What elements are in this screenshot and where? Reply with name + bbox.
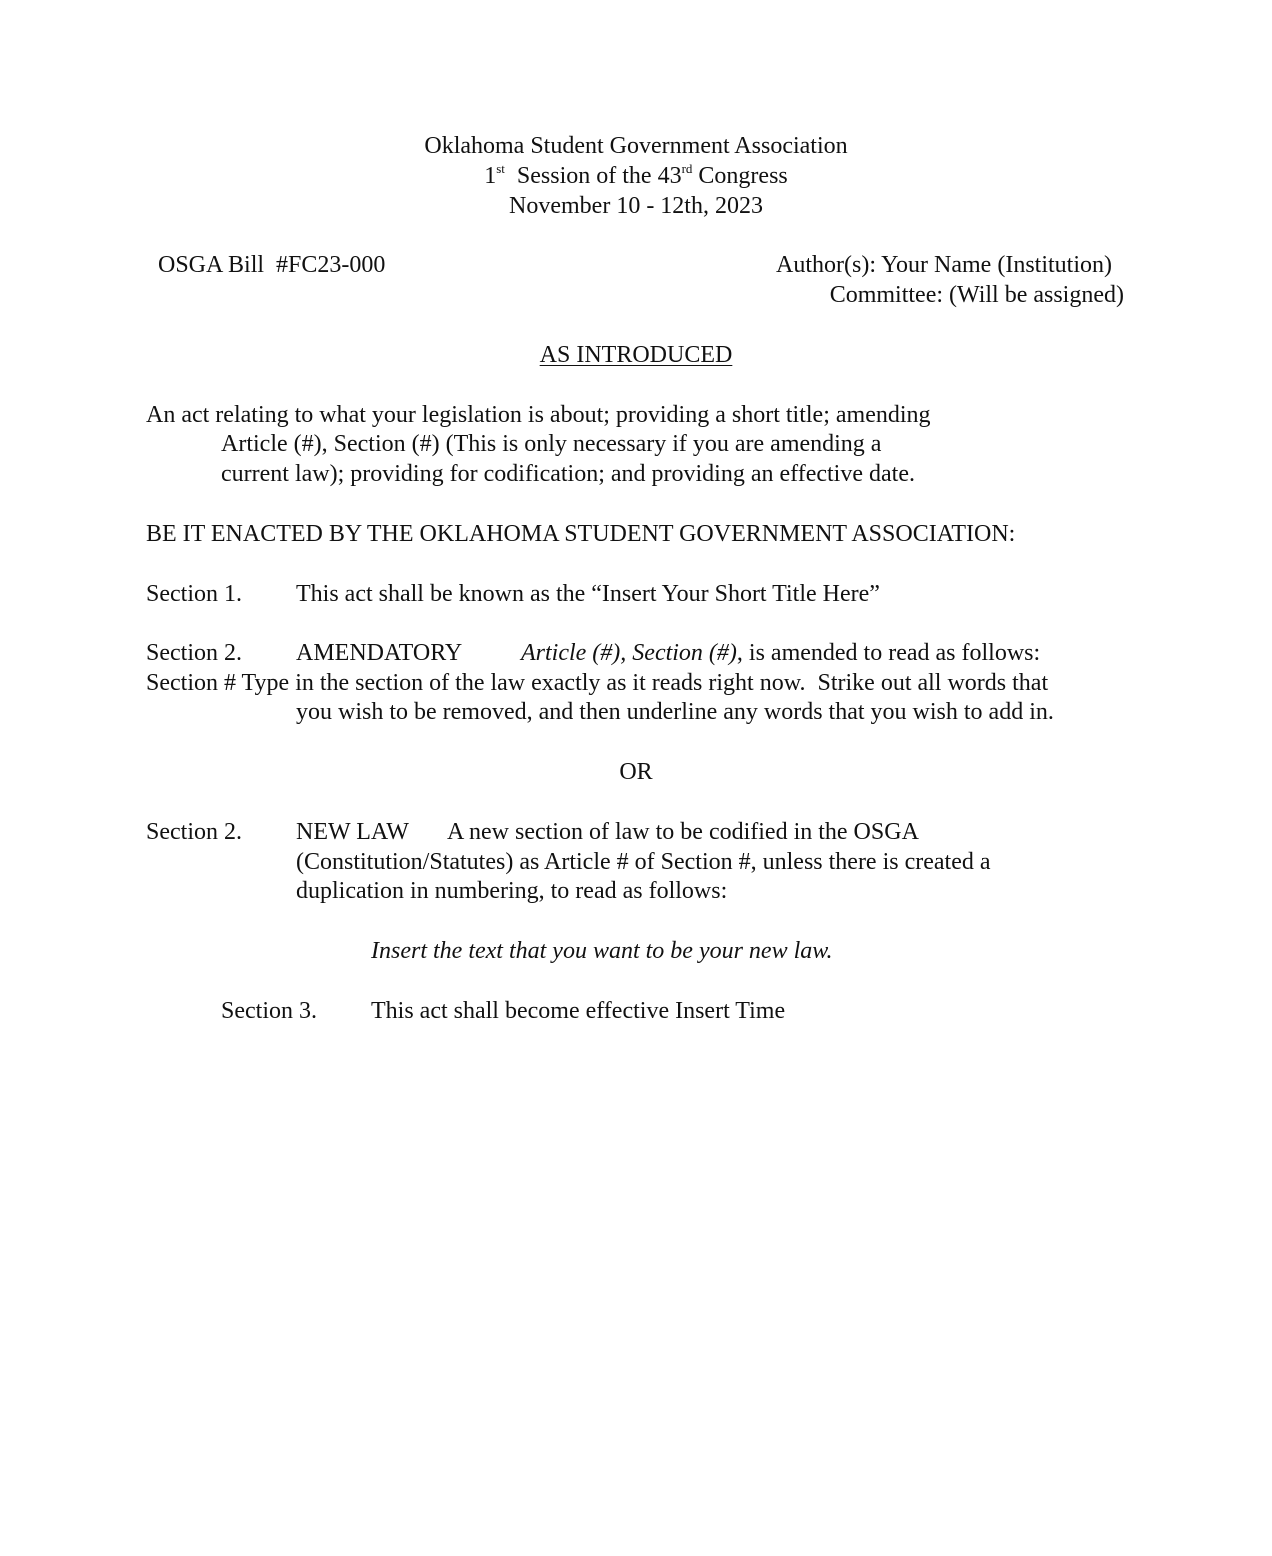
section-2a-kind: AMENDATORY xyxy=(296,640,463,666)
section-1-text: This act shall be known as the “Insert Your Short Title Here” xyxy=(296,581,880,607)
section-1-label: Section 1. xyxy=(146,581,242,607)
session-middle: Session of the 43 xyxy=(516,163,682,189)
section-3-label: Section 3. xyxy=(221,998,317,1024)
section-2a-line-2: Section # Type in the section of the law exactly as it reads right now. Strike out all words that xyxy=(146,670,1049,696)
section-3-text: This act shall become effective Insert Time xyxy=(371,998,786,1024)
or-divider: OR xyxy=(619,759,653,785)
title-line-1: An act relating to what your legislation is about; providing a short title; amending xyxy=(146,402,931,428)
section-2b-kind: NEW LAW xyxy=(296,819,409,845)
congress-ordinal: rd xyxy=(681,161,693,176)
bill-status: AS INTRODUCED xyxy=(539,342,733,368)
section-2a-label: Section 2. xyxy=(146,640,242,666)
section-2a-clause xyxy=(521,638,1040,668)
title-line-3: current law); providing for codification; and providing an effective date. xyxy=(221,461,915,487)
section-2b-label: Section 2. xyxy=(146,819,242,845)
bill-committee: Committee: (Will be assigned) xyxy=(829,282,1124,308)
section-2b-line-1: A new section of law to be codified in the OSGA xyxy=(447,819,919,845)
session-number: 1 xyxy=(484,163,497,189)
bill-number: OSGA Bill #FC23-000 xyxy=(158,252,386,278)
section-2a-line-3: you wish to be removed, and then underline any words that you wish to add in. xyxy=(296,699,1054,725)
association-name: Oklahoma Student Government Association xyxy=(424,133,848,159)
bill-authors: Author(s): Your Name (Institution) xyxy=(776,252,1112,278)
new-law-insert-text: Insert the text that you want to be your new law. xyxy=(371,938,833,964)
section-2b-line-2: (Constitution/Statutes) as Article # of Section #, unless there is created a xyxy=(296,849,991,875)
session-congress: Congress xyxy=(698,163,788,189)
title-line-2: Article (#), Section (#) (This is only necessary if you are amending a xyxy=(221,431,882,457)
session-ordinal: st xyxy=(496,161,505,176)
enacting-clause: BE IT ENACTED BY THE OKLAHOMA STUDENT GOVERNMENT ASSOCIATION: xyxy=(146,521,1016,547)
session-line xyxy=(0,161,1272,191)
section-2a-text: , is amended to read as follows: xyxy=(736,640,1041,666)
section-2a-reference: Article (#), Section (#) xyxy=(521,640,737,666)
section-2b-line-3: duplication in numbering, to read as follows: xyxy=(296,878,728,904)
session-dates: November 10 - 12th, 2023 xyxy=(509,193,763,219)
